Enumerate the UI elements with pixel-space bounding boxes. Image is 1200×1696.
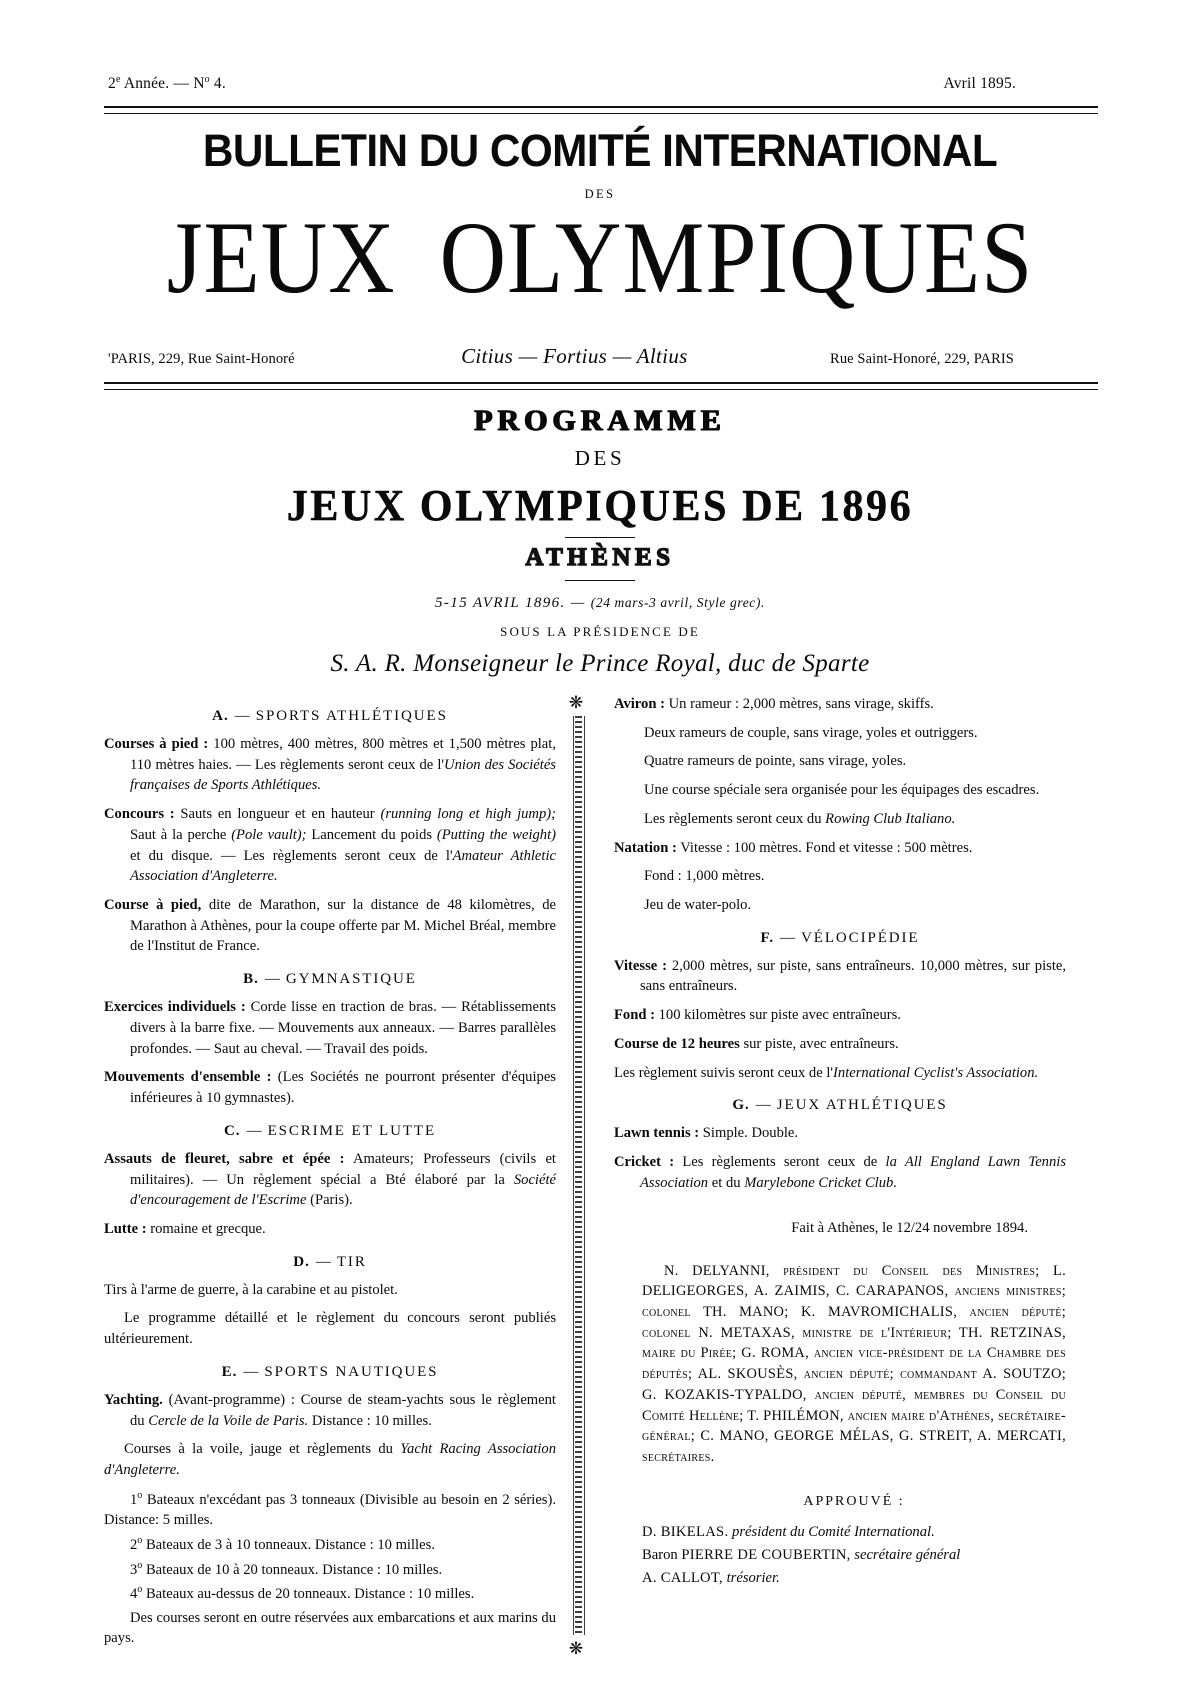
programme-columns <box>104 694 1100 1657</box>
entry-marathon: Course à pied, dite de Marathon, sur la distance de 48 kilomètres, de Marathon à Athènes, pour la coupe offerte par M. Michel Bréal, membre de l'Institut de France. <box>104 897 556 955</box>
entry-boat-class-4: 4$^o$ Bateaux au-dessus de 20 tonneaux. Distance : 10 milles. <box>130 1584 475 1602</box>
masthead-motto: Citius — Fortius — Altius <box>461 344 688 368</box>
masthead-des-label: DES <box>584 187 616 201</box>
section-heading-d: D. — TIR <box>293 1253 367 1270</box>
closing-place-date: Fait à Athènes, le 12/24 novembre 1894. <box>791 1219 1028 1236</box>
rule-middle <box>104 382 1098 390</box>
signature-bikelas: D. BIKELAS. président du Comité International. <box>642 1523 935 1540</box>
masthead <box>0 125 1200 315</box>
masthead-footer <box>108 344 1014 369</box>
entry-courses-voile: Courses à la voile, jauge et règlements du Yacht Racing Association d'Angleterre. <box>104 1441 557 1478</box>
entry-boat-class-1: 1$^o$ Bateaux n'excédant pas 3 tonneaux (Divisible au besoin en 2 séries). Distance: 5 milles. <box>104 1489 556 1529</box>
signature-callot: A. CALLOT, trésorier. <box>642 1569 780 1586</box>
signature-coubertin: Baron PIERRE DE COUBERTIN, secrétaire général <box>642 1546 961 1563</box>
entry-tir-line2: Le programme détaillé et le règlement du concours seront publiés ultérieurement. <box>104 1310 556 1348</box>
programme-header <box>0 404 1200 678</box>
entry-lawn-tennis: Lawn tennis : Simple. Double. <box>614 1125 799 1142</box>
entry-cricket: Cricket : Les règlements seront ceux de la All England Lawn Tennis Association et du Marylebone Cricket Club. <box>614 1154 1066 1191</box>
approved-label: APPROUVÉ : <box>803 1493 905 1509</box>
section-heading-g: G. — JEUX ATHLÉTIQUES <box>732 1097 948 1114</box>
issue-date: Avril 1895. <box>943 75 1016 93</box>
entry-yachting: Yachting. (Avant-programme) : Course de steam-yachts sous le règlement du Cercle de la Voile de Paris. Distance : 10 milles. <box>104 1391 556 1429</box>
issue-header <box>108 74 1016 93</box>
programme-president-name: S. A. R. Monseigneur le Prince Royal, duc de Sparte <box>330 650 870 677</box>
entry-velo-vitesse: Vitesse : 2,000 mètres, sur piste, sans entraîneurs. 10,000 mètres, sur piste, sans entraîneurs. <box>614 957 1066 995</box>
programme-dates: 5-15 AVRIL 1896. — (24 mars-3 avril, Style grec). <box>435 595 765 611</box>
programme-city: ATHÈNES <box>525 544 675 571</box>
masthead-address-right: Rue Saint-Honoré, 229, PARIS <box>830 351 1014 367</box>
issue-volume-number: 2e Année. — $N^o$ 4. <box>108 74 226 93</box>
entry-aviron-line-4: Une course spéciale sera organisée pour les équipages des escadres. <box>644 782 1040 799</box>
section-heading-a: A. — SPORTS ATHLÉTIQUES <box>212 708 448 724</box>
programme-main-title: JEUX OLYMPIQUES DE 1896 <box>286 482 914 531</box>
programme-presidency-label: SOUS LA PRÉSIDENCE DE <box>500 624 700 639</box>
entry-courses-a-pied: Courses à pied : 100 mètres, 400 mètres, 800 mètres et 1,500 mètres plat, 110 mètres haies. — Les règlements seront ceux de l'Union des Sociétés françaises de Sports Athlétiques. <box>104 736 556 794</box>
entry-velo-12-heures: Course de 12 heures sur piste, avec entraîneurs. <box>614 1035 899 1052</box>
entry-aviron: Aviron : Un rameur : 2,000 mètres, sans virage, skiffs. <box>614 696 934 712</box>
section-heading-f: F. — VÉLOCIPÉDIE <box>760 929 920 946</box>
entry-boat-class-3: 3$^o$ Bateaux de 10 à 20 tonneaux. Distance : 10 milles. <box>130 1559 443 1578</box>
hairline-below-city <box>565 580 635 581</box>
entry-assauts-escrime: Assauts de fleuret, sabre et épée : Amateurs; Professeurs (civils et militaires). — Un règlement spécial a Bté élaboré par la Société d'encouragement de l'Escrime (Paris). <box>104 1150 556 1209</box>
programme-title-ornate: PROGRAMME <box>474 404 726 437</box>
masthead-address-left: 'PARIS, 229, Rue Saint-Honoré <box>108 351 295 367</box>
masthead-jeux-olympiques: JEUX OLYMPIQUES <box>166 200 1034 315</box>
entry-exercices-individuels: Exercices individuels : Corde lisse en traction de bras. — Rétablissements divers à la barre fixe. — Mouvements aux anneaux. — Barres parallèles profondes. — Saut au cheval. — Travail des poids. <box>104 999 556 1057</box>
entry-aviron-rules: Les règlements seront ceux du Rowing Club Italiano. <box>644 810 956 827</box>
entry-nautiques-closing: Des courses seront en outre réservées aux embarcations et aux marins du pays. <box>104 1609 556 1647</box>
signatories-paragraph: N. DELYANNI, président du Conseil des Ministres; L. DELIGEORGES, A. ZAIMIS, C. CARAPANOS, anciens ministres; colonel TH. MANO; K. MAVROMICHALIS, ancien député; colonel N. METAXAS, ministre de l'Intérieur; TH. RETZINAS, maire du Pirée; G. ROMA, ancien vice-président de la Chambre des députés; AL. SKOUSÈS, ancien député; commandant A. SOUTZO; G. KOZAKIS-TYPALDO, ancien député, membres du Conseil du Comité Hellène; T. PHILÉMON, ancien maire d'Athènes, secrétaire-général; C. MANO, GEORGE MÉLAS, G. STREIT, A. MERCATI, secrétaires. <box>642 1262 1066 1466</box>
ornament-top-icon: ❋ <box>568 693 584 712</box>
divider-line <box>573 716 585 1635</box>
entry-boat-class-2: 2$^o$ Bateaux de 3 à 10 tonneaux. Distance : 10 milles. <box>130 1534 435 1553</box>
entry-natation-waterpolo: Jeu de water-polo. <box>644 897 752 914</box>
ornament-bottom-icon: ❋ <box>568 1639 584 1659</box>
rule-top <box>104 106 1098 114</box>
entry-tir-line1: Tirs à l'arme de guerre, à la carabine et au pistolet. <box>104 1281 398 1298</box>
section-heading-e: E. — SPORTS NAUTIQUES <box>221 1363 439 1380</box>
entry-concours: Concours : Sauts en longueur et en hauteur (running long et high jump); Saut à la perche (Pole vault); Lancement du poids (Putting the weight) et du disque. — Les règlements seront ceux de l'Amateur Athletic Association d'Angleterre. <box>104 806 557 885</box>
entry-aviron-line-3: Quatre rameurs de pointe, sans virage, yoles. <box>644 753 907 770</box>
entry-velo-rules: Les règlement suivis seront ceux de l'International Cyclist's Association. <box>614 1064 1039 1081</box>
entry-mouvements-ensemble: Mouvements d'ensemble : (Les Sociétés ne pourront présenter d'équipes inférieures à 10 gymnastes). <box>104 1069 556 1107</box>
column-left <box>104 694 566 1657</box>
entry-velo-fond: Fond : 100 kilomètres sur piste avec entraîneurs. <box>614 1007 901 1024</box>
entry-natation: Natation : Vitesse : 100 mètres. Fond et vitesse : 500 mètres. <box>614 839 973 856</box>
masthead-bulletin-title: BULLETIN DU COMITÉ INTERNATIONAL <box>202 125 998 176</box>
entry-natation-fond: Fond : 1,000 mètres. <box>644 868 765 885</box>
section-heading-c: C. — ESCRIME ET LUTTE <box>223 1122 437 1139</box>
section-heading-b: B. — GYMNASTIQUE <box>243 971 417 988</box>
column-right <box>586 694 1066 1593</box>
column-divider <box>566 694 586 1657</box>
programme-dates-greek: (24 mars-3 avril, Style grec). <box>590 595 765 610</box>
entry-lutte: Lutte : romaine et grecque. <box>104 1220 266 1237</box>
entry-aviron-line-2: Deux rameurs de couple, sans virage, yoles et outriggers. <box>644 724 978 741</box>
programme-des-label: DES <box>574 446 626 470</box>
hairline-above-city <box>565 537 635 538</box>
